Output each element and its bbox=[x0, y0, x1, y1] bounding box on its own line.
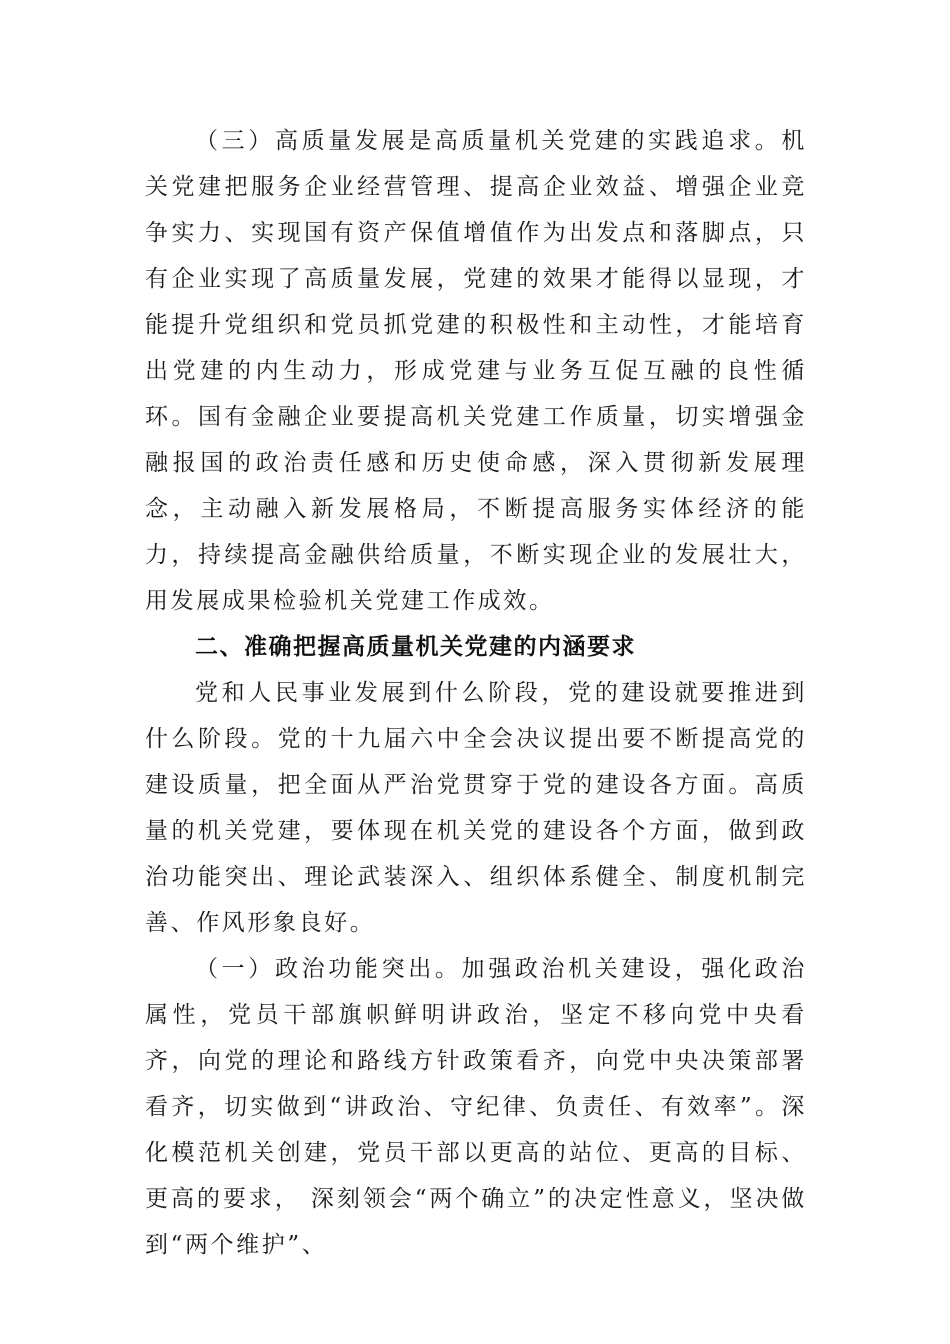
paragraph-1-political-function: （一）政治功能突出。加强政治机关建设，强化政治属性，党员干部旗帜鲜明讲政治，坚定不移向党中央看齐，向党的理论和路线方针政策看齐，向党中央决策部署看齐，切实做到“讲政治、守纪律、负责任、有效率”。深化模范机关创建，党员干部以更高的站位、更高的目标、更高的要求， 深刻领会“两个确立”的决定性意义，坚决做到“两个维护”、 bbox=[145, 956, 807, 1258]
document-body bbox=[145, 118, 807, 1268]
section-heading-2: 二、准确把握高质量机关党建的内涵要求 bbox=[195, 634, 636, 660]
paragraph-section-2-intro: 党和人民事业发展到什么阶段，党的建设就要推进到什么阶段。党的十九届六中全会决议提出要不断提高党的建设质量，把全面从严治党贯穿于党的建设各方面。高质量的机关党建，要体现在机关党的建设各个方面，做到政治功能突出、理论武装深入、组织体系健全、制度机制完善、作风形象良好。 bbox=[145, 680, 807, 936]
paragraph-3-high-quality-development: （三）高质量发展是高质量机关党建的实践追求。机关党建把服务企业经营管理、提高企业效益、增强企业竞争实力、实现国有资产保值增值作为出发点和落脚点，只有企业实现了高质量发展，党建的效果才能得以显现，才能提升党组织和党员抓党建的积极性和主动性，才能培育出党建的内生动力，形成党建与业务互促互融的良性循环。国有金融企业要提高机关党建工作质量，切实增强金融报国的政治责任感和历史使命感，深入贯彻新发展理念，主动融入新发展格局，不断提高服务实体经济的能力，持续提高金融供给质量，不断实现企业的发展壮大，用发展成果检验机关党建工作成效。 bbox=[145, 128, 807, 614]
